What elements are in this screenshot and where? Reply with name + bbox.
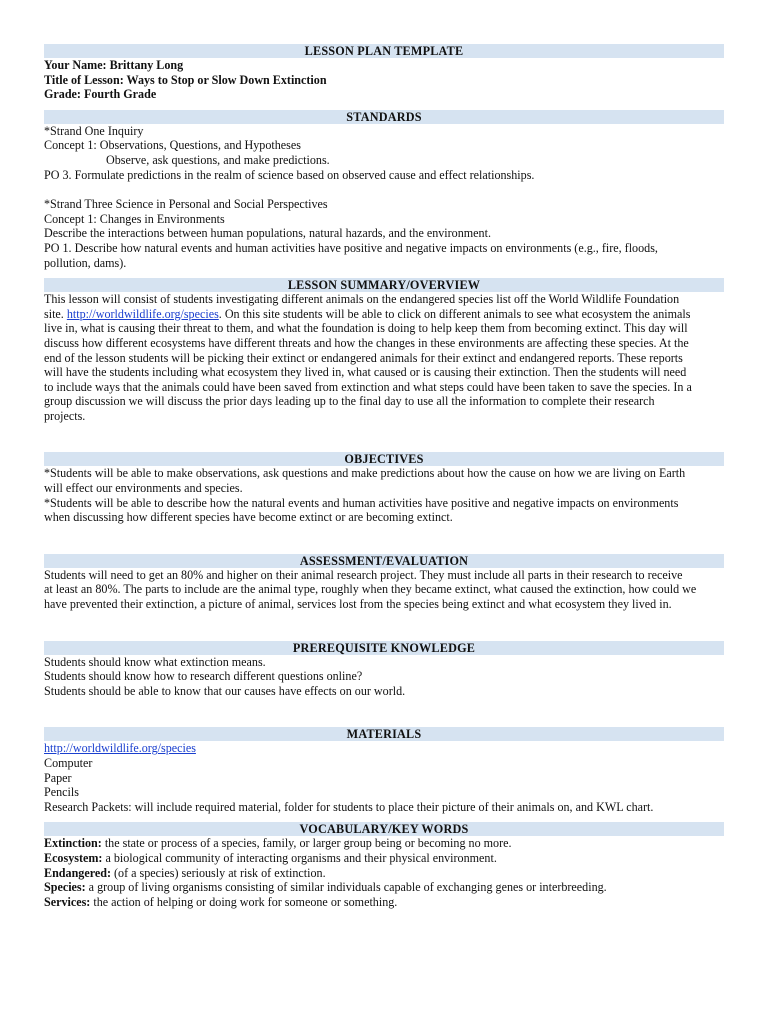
- worldwildlife-species-link[interactable]: http://worldwildlife.org/species: [66, 306, 219, 321]
- summary-line: to include ways that the animals could have been saved from extinction and what steps could have been taken to save the species. In a: [44, 379, 692, 394]
- materials-item: Pencils: [44, 785, 79, 800]
- summary-line: will have the students including what ecosystem they lived in, what caused or is causing their extinction. Then the students will need: [44, 365, 687, 380]
- summary-heading: LESSON SUMMARY/OVERVIEW: [44, 278, 724, 292]
- template-title: LESSON PLAN TEMPLATE: [44, 44, 724, 58]
- prerequisite-heading: PREREQUISITE KNOWLEDGE: [44, 641, 724, 655]
- summary-line: projects.: [44, 408, 86, 423]
- vocab-definition: (of a species) seriously at risk of extinction.: [110, 865, 326, 880]
- vocab-item: [44, 851, 724, 866]
- vocab-term: Extinction:: [44, 836, 102, 851]
- prerequisite-line: Students should be able to know that our causes have effects on our world.: [44, 683, 406, 698]
- standards-concept-one: Concept 1: Observations, Questions, and Hypotheses: [44, 138, 301, 153]
- grade-level: Grade: Fourth Grade: [44, 87, 157, 102]
- prerequisite-line: Students should know how to research different questions online?: [44, 669, 363, 684]
- summary-line-suffix: . On this site students will be able to click on different animals to see what ecosystem the animals: [218, 306, 691, 321]
- objective-line: *Students will be able to describe how the natural events and human activities have positive and negative impacts on environments: [44, 495, 679, 510]
- standards-concept-detail: Observe, ask questions, and make predictions.: [106, 152, 330, 167]
- objective-line: when discussing how different species have become extinct or are becoming extinct.: [44, 510, 453, 525]
- standards-concept-changes: Concept 1: Changes in Environments: [44, 211, 225, 226]
- vocab-definition: a group of living organisms consisting of similar individuals capable of exchanging genes or interbreeding.: [85, 880, 607, 895]
- lesson-plan: [44, 44, 724, 909]
- vocab-definition: the state or process of a species, family, or larger group being or becoming no more.: [101, 836, 512, 851]
- summary-line: discuss how different ecosystems have different threats and how the changes in these environments are affecting these species. At the: [44, 335, 689, 350]
- vocab-item: [44, 895, 724, 910]
- vocab-item: [44, 866, 724, 881]
- vocab-term: Endangered:: [44, 865, 111, 880]
- summary-line: group discussion we will discuss the prior days leading up to the final day to use all the information to complete their research: [44, 394, 655, 409]
- summary-line-with-link: [44, 307, 724, 322]
- vocab-definition: the action of helping or doing work for someone or something.: [90, 894, 398, 909]
- standards-po1-line1: PO 1. Describe how natural events and human activities have positive and negative impacts on environments (e.g., fire, floods,: [44, 240, 658, 255]
- materials-item: Paper: [44, 770, 72, 785]
- objective-line: will effect our environments and species.: [44, 481, 243, 496]
- vocabulary-heading: VOCABULARY/KEY WORDS: [44, 822, 724, 836]
- objectives-heading: OBJECTIVES: [44, 452, 724, 466]
- materials-heading: MATERIALS: [44, 727, 724, 741]
- author-name: Your Name: Brittany Long: [44, 58, 184, 72]
- vocab-item: [44, 880, 724, 895]
- standards-po3: PO 3. Formulate predictions in the realm of science based on observed cause and effect relationships.: [44, 167, 535, 182]
- assessment-line: Students will need to get an 80% and higher on their animal research project. They must include all parts in their research to receive: [44, 567, 683, 582]
- summary-line: This lesson will consist of students investigating different animals on the endangered species list off the World Wildlife Foundation: [44, 292, 680, 307]
- vocab-term: Services:: [44, 894, 91, 909]
- standards-heading: STANDARDS: [44, 110, 724, 124]
- prerequisite-line: Students should know what extinction means.: [44, 654, 266, 669]
- vocab-item: [44, 836, 724, 851]
- standards-strand-three: *Strand Three Science in Personal and Social Perspectives: [44, 197, 328, 212]
- lesson-title: Title of Lesson: Ways to Stop or Slow Down Extinction: [44, 72, 327, 87]
- summary-line: end of the lesson students will be picking their extinct or endangered animals for their extinct and endangered reports. These reports: [44, 350, 683, 365]
- standards-describe: Describe the interactions between human populations, natural hazards, and the environment.: [44, 226, 491, 241]
- vocab-term: Species:: [44, 880, 86, 895]
- materials-item: Computer: [44, 756, 93, 770]
- summary-line-prefix: site.: [44, 306, 67, 321]
- standards-strand-one: *Strand One Inquiry: [44, 123, 144, 138]
- summary-line: live in, what is causing their threat to them, and what the foundation is doing to help keep them from becoming extinct. This day will: [44, 321, 688, 336]
- standards-po1-line2: pollution, dams).: [44, 255, 127, 270]
- vocab-definition: a biological community of interacting organisms and their physical environment.: [102, 850, 497, 865]
- assessment-line: at least an 80%. The parts to include are the animal type, roughly when they became extinct, what caused the extinction, how could we: [44, 582, 697, 597]
- materials-item: Research Packets: will include required material, folder for students to place their picture of their animals on, and KWL chart.: [44, 799, 654, 814]
- assessment-heading: ASSESSMENT/EVALUATION: [44, 554, 724, 568]
- assessment-line: have prevented their extinction, a picture of animal, services lost from the species being extinct and what ecosystem they lived in.: [44, 597, 672, 612]
- vocab-term: Ecosystem:: [44, 850, 103, 865]
- objective-line: *Students will be able to make observations, ask questions and make predictions about how the cause on how we are living on Earth: [44, 466, 686, 481]
- materials-link[interactable]: http://worldwildlife.org/species: [44, 741, 196, 756]
